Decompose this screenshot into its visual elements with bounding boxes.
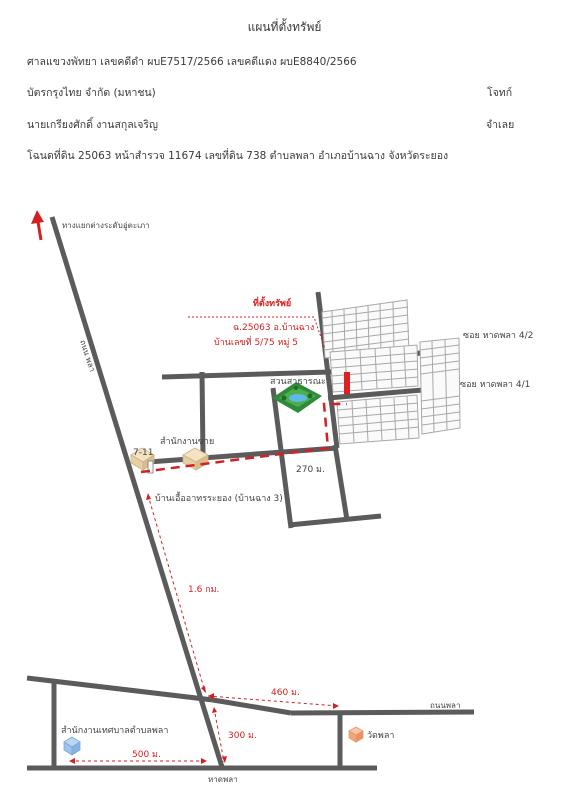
soi-42-label: ซอย หาดพลา 4/2 (463, 331, 534, 341)
north-road-label: ทางแยกต่างระดับอู่ตะเภา (62, 221, 150, 230)
defendant-role: จำเลย (486, 119, 515, 131)
soi-41-label: ซอย หาดพลา 4/1 (460, 380, 531, 390)
property-title-label: ที่ตั้งทรัพย์ (253, 299, 292, 309)
distance-460m-label: 460 ม. (271, 688, 300, 698)
plaintiff-name: บัตรกรุงไทย จำกัด (มหาชน) (27, 87, 156, 99)
distance-500m-label: 500 ม. (132, 750, 161, 760)
guide-arrowheads (69, 493, 339, 764)
property-marker (344, 372, 350, 394)
municipal-office-icon (64, 737, 80, 755)
road-pla-label: ถนน พลา (78, 338, 97, 374)
municipal-office-label: สำนักงานเทศบาลตำบลพลา (61, 726, 169, 736)
road-south-village (289, 516, 381, 525)
distance-16km-label: 1.6 กม. (188, 585, 220, 595)
temple-icon (349, 727, 363, 742)
defendant-name: นายเกรียงศักดิ์ งานสกุลเจริญ (27, 119, 158, 131)
temple-label: วัดพลา (367, 731, 395, 741)
property-deed-label: ฉ.25063 อ.บ้านฉาง (233, 323, 315, 333)
store-711-label: 7-11 (133, 448, 154, 458)
road-bottom-mid (213, 700, 291, 713)
distance-300m-label: 300 ม. (228, 731, 257, 741)
page-title: แผนที่ตั้งทรัพย์ (247, 20, 322, 34)
park-label: สวนสาธารณะ (270, 377, 326, 387)
plot-grid-right (420, 338, 460, 434)
land-deed-line: โฉนดที่ดิน 25063 หน้าสำรวจ 11674 เลขที่ดิน 738 ตำบลพลา อำเภอบ้านฉาง จังหวัดระยอง (27, 150, 449, 162)
had-pla-label: หาดพลา (208, 775, 238, 784)
road-east-lower (335, 445, 347, 520)
distance-270m-label: 270 ม. (296, 465, 325, 475)
village-name-label: บ้านเอื้ออาทรระยอง (บ้านฉาง 3) (155, 494, 283, 504)
property-house-label: บ้านเลขที่ 5/75 หมู่ 5 (214, 338, 298, 348)
court-case-line: ศาลแขวงพัทยา เลขคดีดำ ผบE7517/2566 เลขคดีแดง ผบE8840/2566 (27, 56, 357, 68)
plaintiff-role: โจทก์ (487, 87, 513, 99)
north-arrow-icon (31, 210, 44, 240)
road-inner-vertical (273, 388, 291, 528)
sales-office-label: สำนักงานขาย (160, 437, 215, 447)
road-bottom-label: ถนนพลา (430, 701, 461, 710)
road-bottom-right (291, 712, 474, 713)
